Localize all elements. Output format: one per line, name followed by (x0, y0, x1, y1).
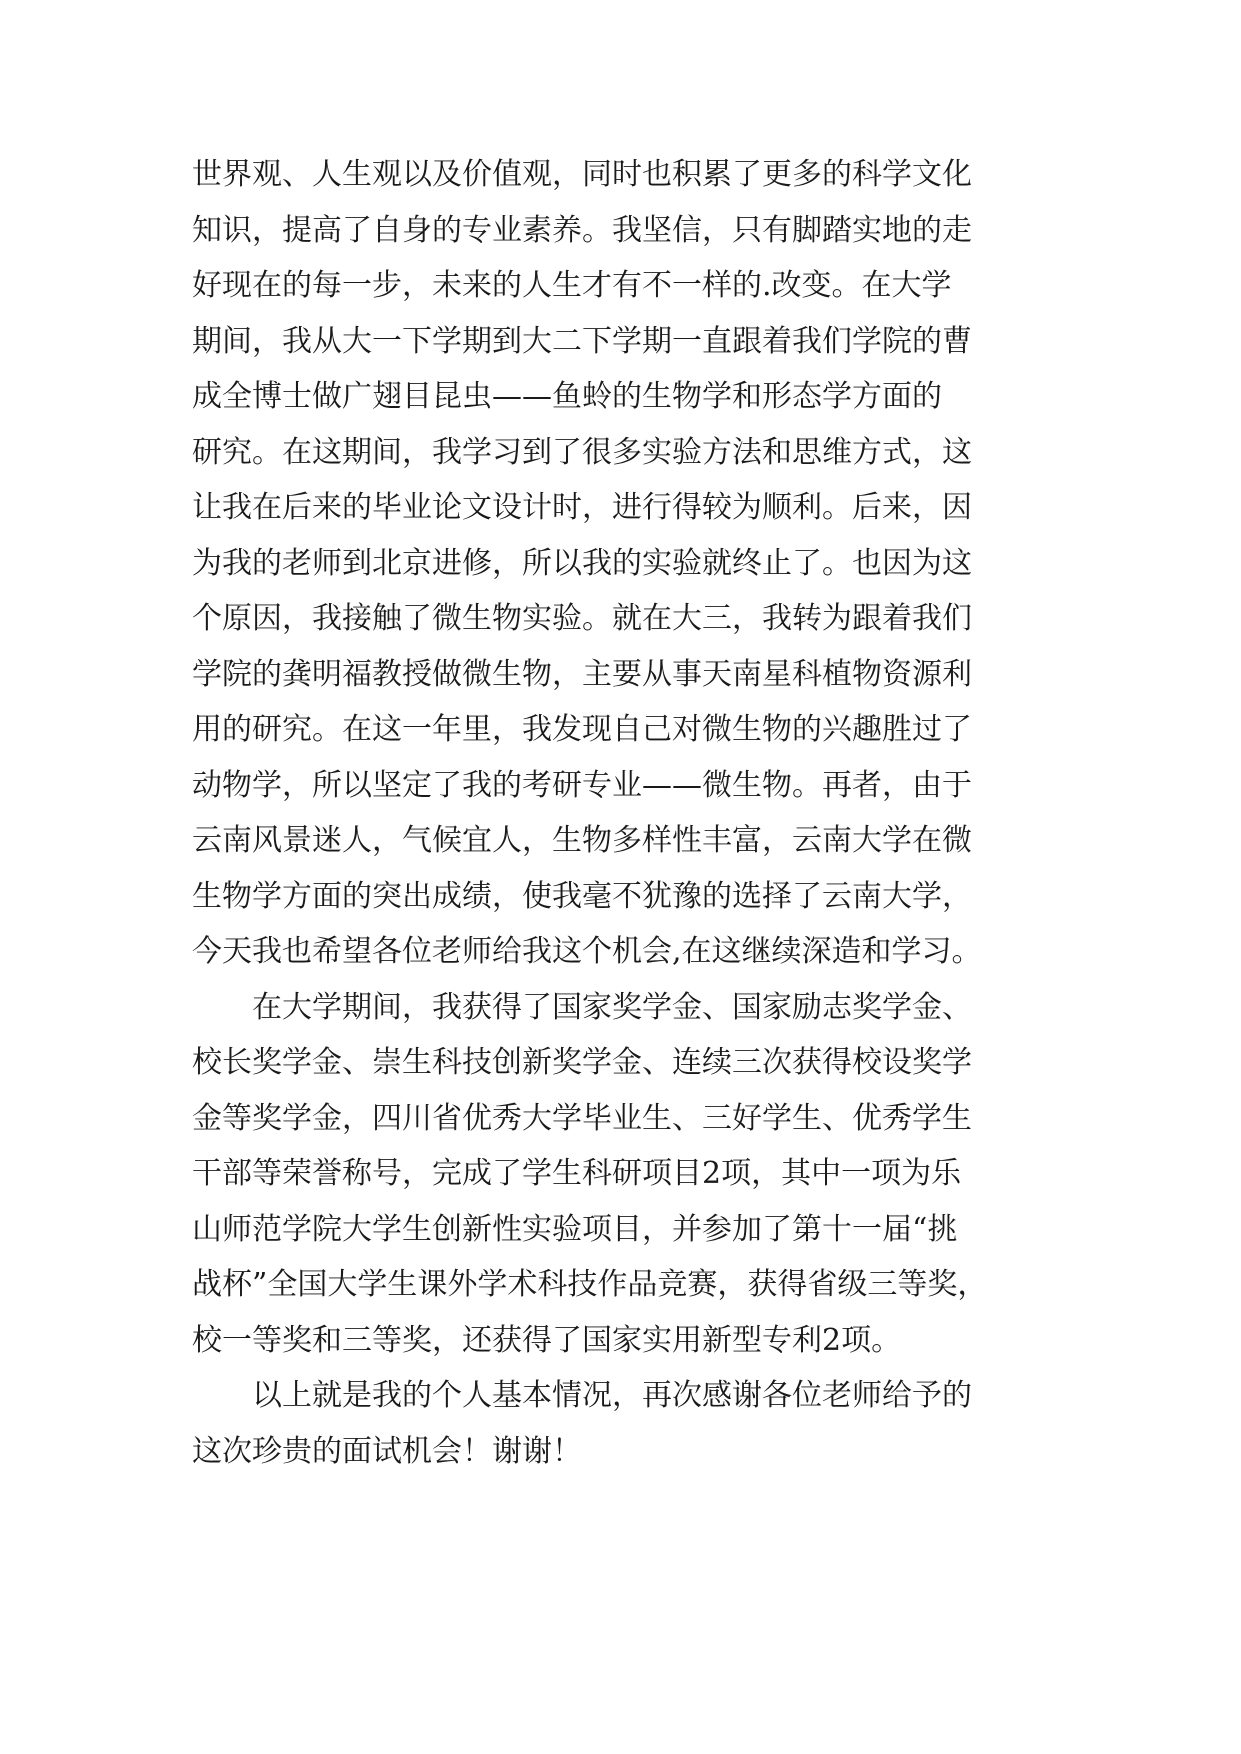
text-line: 金等奖学金，四川省优秀大学毕业生、三好学生、优秀学生 (192, 1100, 972, 1136)
text-line: 干部等荣誉称号，完成了学生科研项目2项，其中一项为乐 (192, 1156, 962, 1191)
text-line: 成全博士做广翅目昆虫——鱼蛉的生物学和形态学方面的 (192, 379, 942, 414)
text-line: 生物学方面的突出成绩，使我毫不犹豫的选择了云南大学， (192, 878, 972, 914)
text-line: 为我的老师到北京进修，所以我的实验就终止了。也因为这 (192, 545, 972, 581)
text-line: 个原因，我接触了微生物实验。就在大三，我转为跟着我们 (192, 601, 972, 636)
text-line: 今天我也希望各位老师给我这个机会,在这继续深造和学习。 (192, 934, 982, 969)
text-line: 学院的龚明福教授做微生物，主要从事天南星科植物资源利 (192, 656, 972, 692)
paragraph-start-line: 在大学期间，我获得了国家奖学金、国家励志奖学金、 (252, 989, 972, 1025)
paragraph-start-line: 以上就是我的个人基本情况，再次感谢各位老师给予的 (252, 1378, 972, 1413)
body-text (192, 157, 1062, 1492)
text-line: 这次珍贵的面试机会！谢谢！ (192, 1433, 582, 1469)
text-line: 好现在的每一步，未来的人生才有不一样的.改变。在大学 (192, 268, 952, 303)
text-line: 动物学，所以坚定了我的考研专业——微生物。再者，由于 (192, 767, 972, 803)
text-line: 云南风景迷人，气候宜人，生物多样性丰富，云南大学在微 (192, 823, 972, 858)
text-line: 山师范学院大学生创新性实验项目，并参加了第十一届“挑 (192, 1211, 958, 1247)
text-line: 战杯”全国大学生课外学术科技作品竞赛，获得省级三等奖， (192, 1267, 988, 1302)
text-line: 校长奖学金、崇生科技创新奖学金、连续三次获得校设奖学 (192, 1045, 972, 1080)
text-line: 用的研究。在这一年里，我发现自己对微生物的兴趣胜过了 (192, 712, 972, 747)
text-line: 校一等奖和三等奖，还获得了国家实用新型专利2项。 (192, 1322, 902, 1358)
text-line: 研究。在这期间，我学习到了很多实验方法和思维方式，这 (192, 434, 972, 470)
text-line: 期间，我从大一下学期到大二下学期一直跟着我们学院的曹 (192, 323, 972, 359)
text-line: 让我在后来的毕业论文设计时，进行得较为顺利。后来，因 (192, 490, 972, 525)
text-line: 知识，提高了自身的专业素养。我坚信，只有脚踏实地的走 (192, 212, 972, 248)
text-line: 世界观、人生观以及价值观，同时也积累了更多的科学文化 (192, 157, 972, 192)
